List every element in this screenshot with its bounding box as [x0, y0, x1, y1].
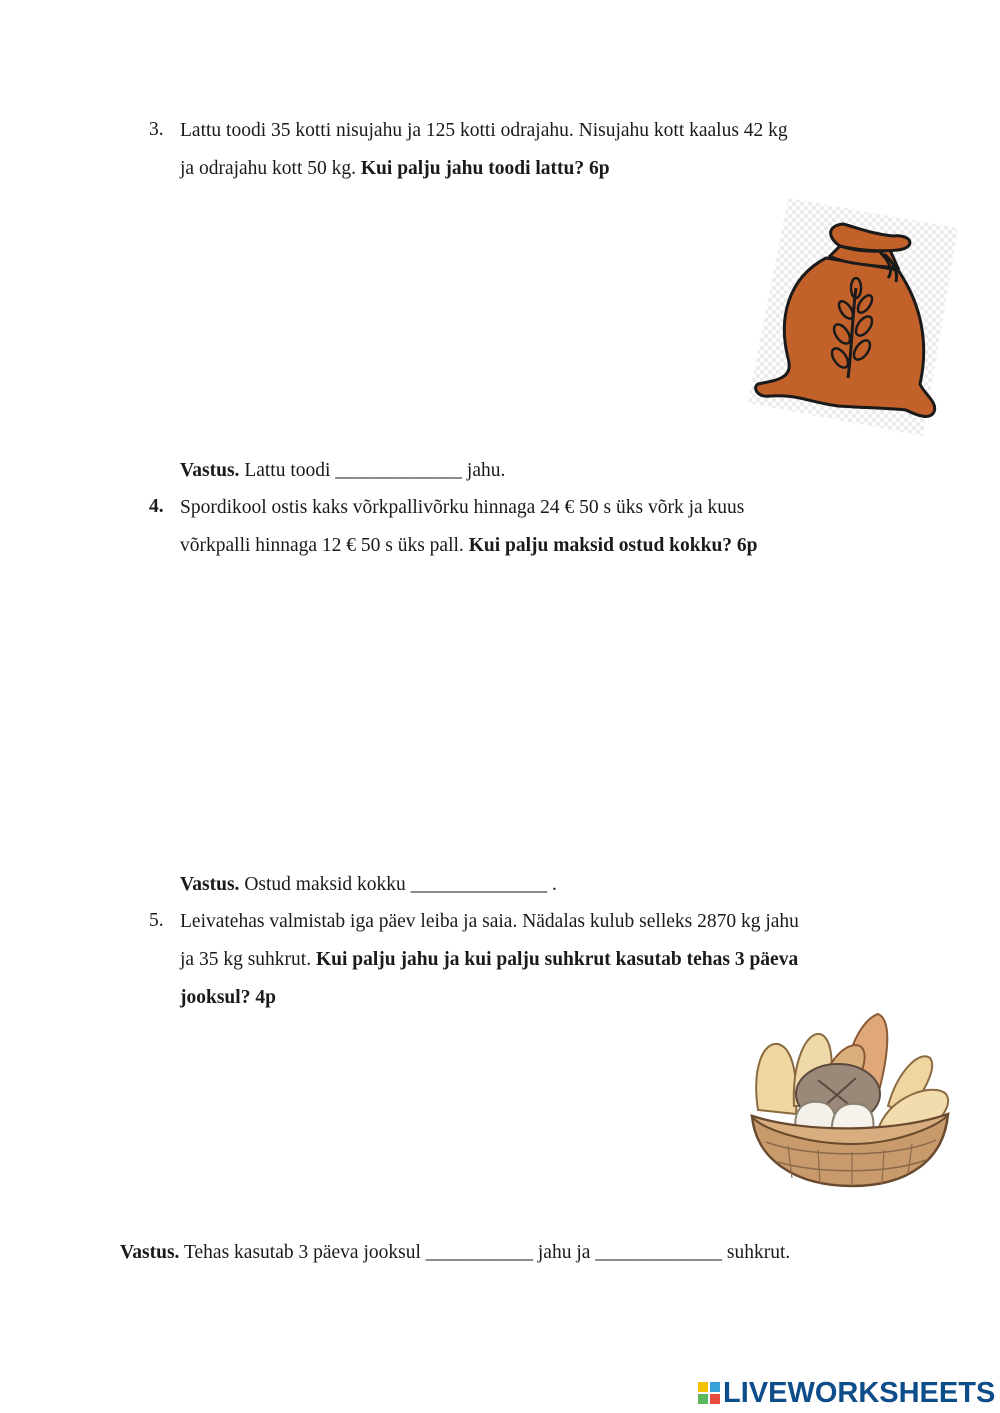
q3-line2 — [180, 157, 610, 181]
q4-number: 4. — [149, 496, 164, 517]
q5-answer-label: Vastus. — [120, 1242, 180, 1263]
q5-answer — [120, 1241, 790, 1265]
q4-question: Kui palju maksid ostud kokku? 6p — [468, 535, 758, 556]
q3-answer-label: Vastus. — [180, 460, 240, 481]
q5-question-end: jooksul? 4p — [180, 987, 276, 1008]
liveworksheets-logo — [697, 1376, 995, 1410]
q4-answer-text[interactable]: Ostud maksid kokku ______________ . — [244, 874, 557, 895]
q4-answer — [180, 873, 557, 897]
q4-line1: Spordikool ostis kaks võrkpallivõrku hinnaga 24 € 50 s üks võrk ja kuus — [180, 497, 745, 518]
q5-answer-text[interactable]: Tehas kasutab 3 päeva jooksul ___________ jahu ja _____________ suhkrut. — [183, 1242, 791, 1263]
logo-text: LIVEWORKSHEETS — [723, 1376, 996, 1409]
q5-line3 — [180, 986, 276, 1010]
q5-number: 5. — [149, 910, 164, 931]
q4-answer-label: Vastus. — [180, 874, 240, 895]
q3-answer — [180, 459, 505, 483]
q3-number: 3. — [149, 119, 164, 140]
q5-question: Kui palju jahu ja kui palju suhkrut kasutab tehas 3 päeva — [315, 949, 799, 970]
liveworksheets-logo-icon — [697, 1381, 721, 1405]
q3-line1: Lattu toodi 35 kotti nisujahu ja 125 kotti odrajahu. Nisujahu kott kaalus 42 kg — [180, 120, 788, 141]
q3-answer-text[interactable]: Lattu toodi _____________ jahu. — [244, 460, 506, 481]
q5-line1: Leivatehas valmistab iga päev leiba ja saia. Nädalas kulub selleks 2870 kg jahu — [180, 911, 799, 932]
flour-sack-icon — [748, 198, 958, 436]
q4-line2 — [180, 534, 758, 558]
q4-line2-plain: võrkpalli hinnaga 12 € 50 s üks pall. — [180, 535, 464, 556]
q5-line2-plain: ja 35 kg suhkrut. — [180, 949, 312, 970]
q5-line2 — [180, 948, 798, 972]
bread-basket-icon — [748, 1010, 953, 1192]
q3-question: Kui palju jahu toodi lattu? 6p — [360, 158, 610, 179]
q3-line2-plain: ja odrajahu kott 50 kg. — [180, 158, 357, 179]
